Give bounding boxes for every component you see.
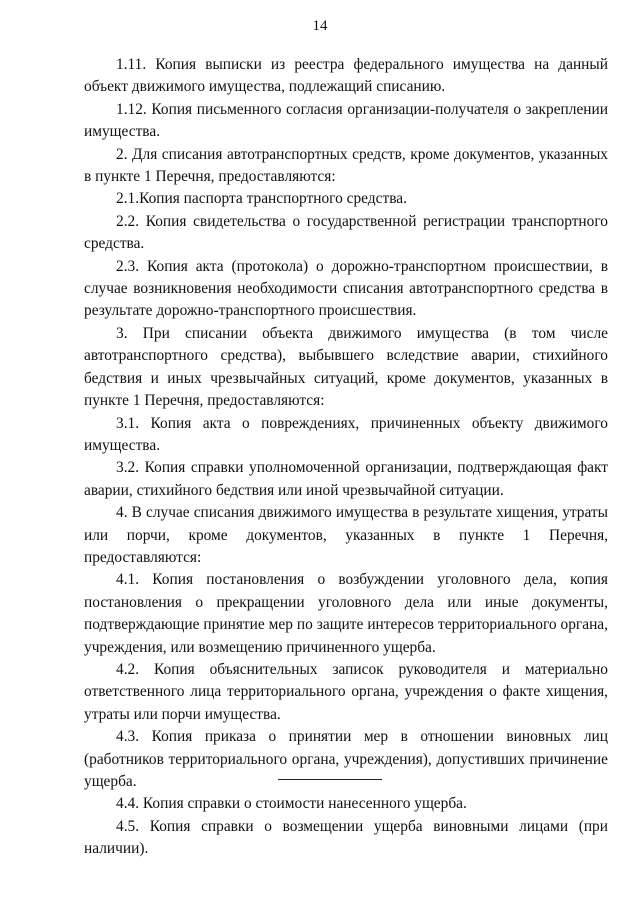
paragraph-2-2: 2.2. Копия свидетельства о государственной регистрации транспортного средства. (84, 212, 608, 253)
paragraph-2-1: 2.1.Копия паспорта транспортного средства. (116, 190, 407, 208)
paragraph-3-2: 3.2. Копия справки уполномоченной организации, подтверждающая факт аварии, стихийного бедствия или иной чрезвычайной ситуации. (84, 459, 608, 499)
paragraph-4-5: 4.5. Копия справки о возмещении ущерба виновными лицами (при наличии). (84, 817, 608, 858)
paragraph-2: 2. Для списания автотранспортных средств, кроме документов, указанных в пункте 1 Перечня, предоставляются: (84, 145, 608, 186)
paragraph-4-1: 4.1. Копия постановления о возбуждении уголовного дела, копия постановления о прекращении уголовного дела или иные документы, подтверждающие принятие мер по защите интересов территориального органа, учреждения, или возмещению причиненного ущерба. (84, 571, 608, 656)
paragraph-4-3: 4.3. Копия приказа о принятии мер в отношении виновных лиц (работников территориального органа, учреждения), допустивших причинение ущерба. (84, 728, 608, 790)
document-body (84, 54, 608, 861)
paragraph-1-11: 1.11. Копия выписки из реестра федерального имущества на данный объект движимого имущества, подлежащий списанию. (84, 56, 608, 96)
paragraph-4-2: 4.2. Копия объяснительных записок руководителя и материально ответственного лица территориального органа, учреждения о факте хищения, утраты или порчи имущества. (84, 660, 608, 723)
page-number: 14 (312, 18, 328, 34)
paragraph-1-12: 1.12. Копия письменного согласия организации-получателя о закреплении имущества. (84, 100, 608, 141)
end-divider (278, 779, 382, 780)
paragraph-3: 3. При списании объекта движимого имущества (в том числе автотранспортного средства), выбывшего вследствие аварии, стихийного бедствия и иных чрезвычайных ситуаций, кроме документов, указанных в пункте 1 Перечня, предоставляются: (84, 324, 608, 410)
paragraph-3-1: 3.1. Копия акта о повреждениях, причиненных объекту движимого имущества. (84, 414, 608, 454)
paragraph-4-4: 4.4. Копия справки о стоимости нанесенного ущерба. (116, 795, 467, 813)
paragraph-2-3: 2.3. Копия акта (протокола) о дорожно-транспортном происшествии, в случае возникновения необходимости списания автотранспортного средства в результате дорожно-транспортного происшествия. (84, 257, 608, 320)
paragraph-4: 4. В случае списания движимого имущества в результате хищения, утраты или порчи, кроме документов, указанных в пункте 1 Перечня, предоставляются: (84, 504, 608, 566)
